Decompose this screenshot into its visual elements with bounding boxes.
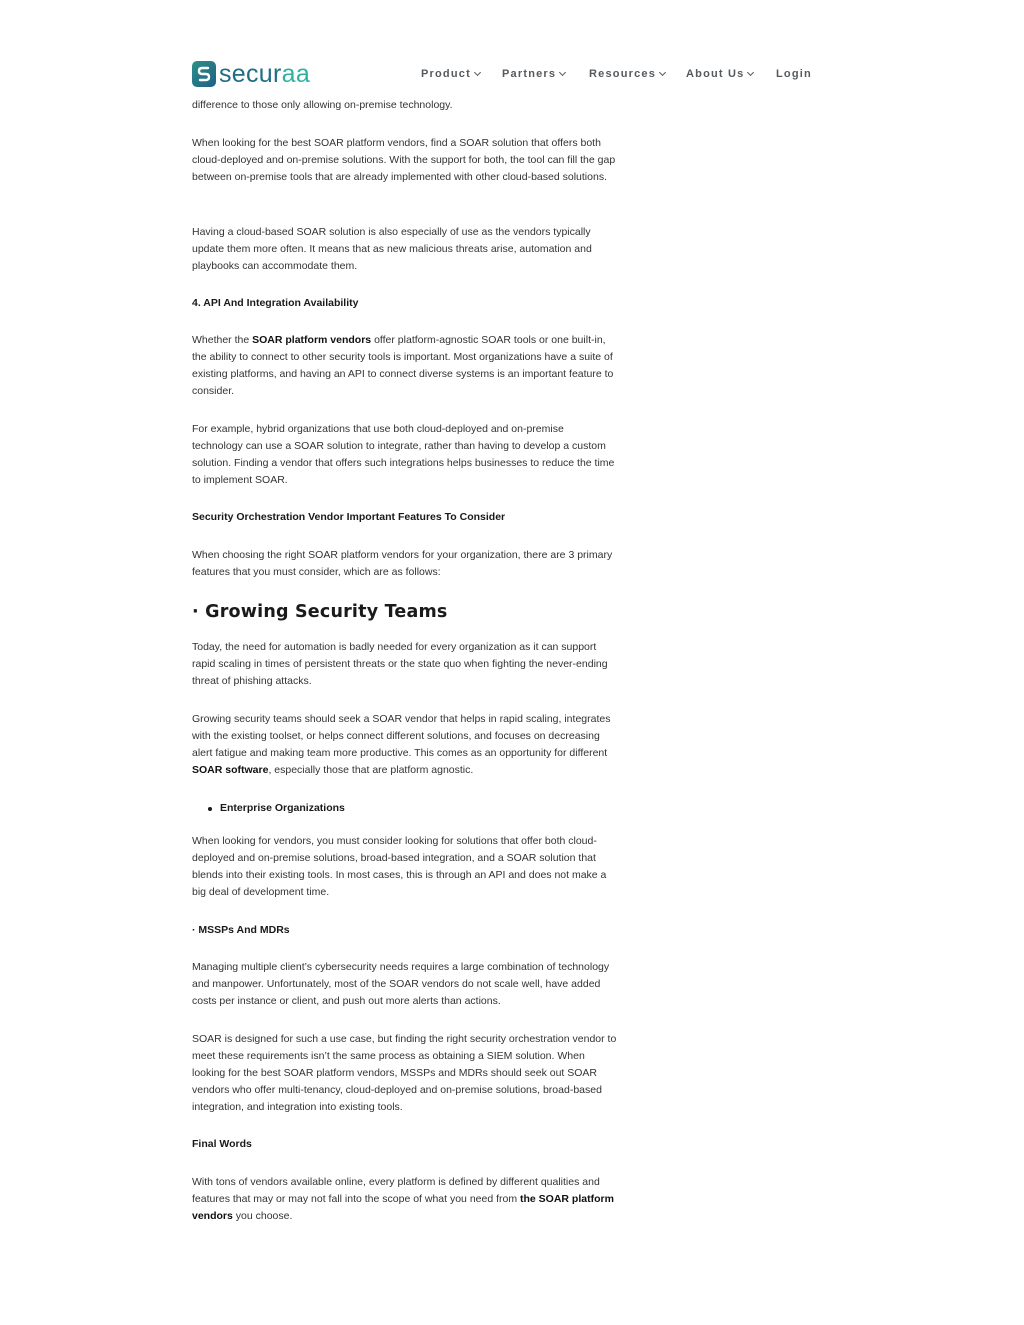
text-run: Whether the (192, 334, 253, 346)
main-nav (0, 68, 1024, 82)
bold-soar-platform-vendors: SOAR platform vendors (252, 334, 372, 346)
bold-the-soar-platform-vendors: the SOAR platform vendors (192, 1193, 614, 1222)
chevron-down-icon (747, 69, 754, 76)
paragraph: Having a cloud-based SOAR solution is also especially of use as the vendors typically update them more often. It means that as new malicious threats arise, automation and playbooks can accommodate them. (192, 226, 592, 272)
nav-partners[interactable] (502, 68, 565, 80)
bold-soar-software: SOAR software (192, 764, 269, 776)
nav-product[interactable] (421, 68, 480, 80)
text-run: you choose. (232, 1210, 293, 1222)
paragraph: When choosing the right SOAR platform vendors for your organization, there are 3 primary features that you must consider, which are as follows: (192, 549, 613, 578)
paragraph: difference to those only allowing on-premise technology. (192, 99, 453, 111)
paragraph: For example, hybrid organizations that use both cloud-deployed and on-premise technology can use a SOAR solution to integrate, rather than having to develop a custom solution. Finding a vendor that offers such integrations helps businesses to reduce the time to implement SOAR. (192, 423, 615, 486)
paragraph (192, 332, 617, 400)
nav-about-us[interactable] (686, 68, 753, 80)
text-run: , especially those that are platform agnostic. (268, 764, 474, 776)
paragraph: SOAR is designed for such a use case, but finding the right security orchestration vendor to meet these requirements isn’t the same process as obtaining a SIEM solution. When looking for the best SOAR platform vendors, MSSPs and MDRs should seek out SOAR vendors who offer multi-tenancy, cloud-deployed and on-premise solutions, broad-based integration, and integration into existing tools. (192, 1033, 617, 1113)
section-heading-growing-teams: · Growing Security Teams (192, 602, 448, 622)
paragraph (192, 711, 617, 779)
list-item-enterprise (208, 800, 345, 817)
paragraph: When looking for the best SOAR platform vendors, find a SOAR solution that offers both cloud-deployed and on-premise solutions. With the support for both, the tool can fill the gap between on-premise tools that are already implemented with other cloud-based solutions. (192, 137, 616, 183)
list-item-label: Enterprise Organizations (220, 802, 345, 814)
chevron-down-icon (659, 69, 666, 76)
paragraph: Today, the need for automation is badly needed for every organization as it can support rapid scaling in times of persistent threats or the state quo when fighting the never-ending threat of phishing attacks. (192, 641, 608, 687)
nav-partners-label: Partners (502, 68, 557, 80)
chevron-down-icon (559, 69, 566, 76)
logo-wordmark-part2: aa (281, 60, 311, 88)
chevron-down-icon (474, 69, 481, 76)
nav-login[interactable] (776, 68, 812, 80)
nav-about-us-label: About Us (686, 68, 745, 80)
section-heading-final: Final Words (192, 1138, 252, 1150)
section-heading-features: Security Orchestration Vendor Important Features To Consider (192, 511, 506, 523)
nav-resources[interactable] (589, 68, 665, 80)
nav-resources-label: Resources (589, 68, 657, 80)
nav-login-label: Login (776, 68, 812, 80)
section-heading-mssp: · MSSPs And MDRs (192, 924, 290, 936)
paragraph: Managing multiple client’s cybersecurity needs requires a large combination of technology and manpower. Unfortunately, most of the SOAR vendors do not scale well, have added costs per instance or client, and push out more alerts than actions. (192, 961, 610, 1007)
paragraph: When looking for vendors, you must consider looking for solutions that offer both cloud-deployed and on-premise solutions, broad-based integration, and a SOAR solution that blends into their existing tools. In most cases, this is through an API and does not make a big deal of development time. (192, 835, 607, 898)
text-run: Growing security teams should seek a SOAR vendor that helps in rapid scaling, integrates with the existing toolset, or helps connect different solutions, and focuses on decreasing alert fatigue and making team more productive. This comes as an opportunity for different (192, 713, 611, 759)
bullet-icon (208, 807, 212, 811)
paragraph (192, 1174, 617, 1225)
nav-product-label: Product (421, 68, 471, 80)
section-heading-api: 4. API And Integration Availability (192, 297, 359, 309)
text-run: offer platform-agnostic SOAR tools or one built-in, the ability to connect to other security tools is important. Most organizations have a suite of existing platforms, and having an API to connect diverse systems is an important feature to consider. (192, 334, 614, 397)
text-run: With tons of vendors available online, every platform is defined by different qualities and features that may or may not fall into the scope of what you need from (192, 1176, 600, 1205)
site-header (0, 0, 1024, 96)
logo-wordmark-part1: secur (219, 60, 282, 88)
